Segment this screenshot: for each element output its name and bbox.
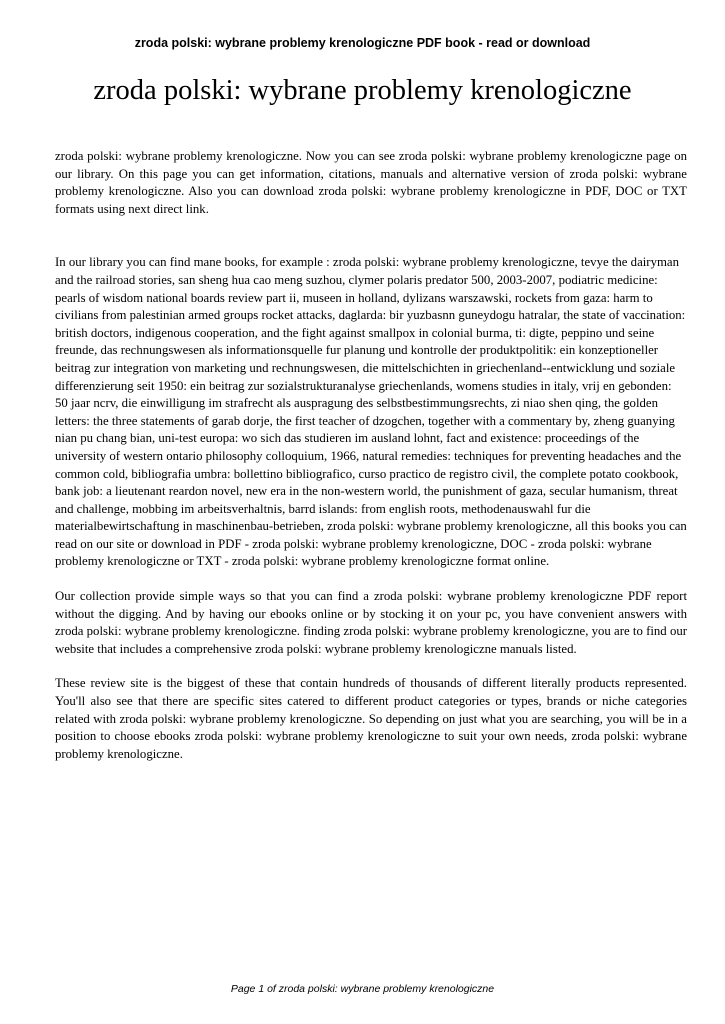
- intro-paragraph: zroda polski: wybrane problemy krenologiczne. Now you can see zroda polski: wybrane problemy krenologiczne page on our library. On this page you can get information, citations, manuals and alternative version of zroda polski: wybrane problemy krenologiczne. Also you can download zroda polski: wybrane problemy krenologiczne in PDF, DOC or TXT formats using next direct link.: [55, 149, 687, 216]
- page-title: zroda polski: wybrane problemy krenologiczne: [93, 75, 632, 106]
- page-footer: Page 1 of zroda polski: wybrane problemy krenologiczne: [230, 983, 495, 995]
- collection-paragraph: Our collection provide simple ways so that you can find a zroda polski: wybrane problemy krenologiczne PDF report without the digging. And by having our ebooks online or by stocking it on your pc, you have convenient answers with zroda polski: wybrane problemy krenologiczne. finding zroda polski: wybrane problemy krenologiczne, you are to find our website that includes a comprehensive zroda polski: wybrane problemy krenologiczne manuals listed.: [55, 589, 687, 656]
- book-list-paragraph: In our library you can find mane books, for example : zroda polski: wybrane problemy krenologiczne, tevye the dairyman and the railroad stories, san sheng hua cao meng suzhou, clymer polaris predator 500, 2003-2007, podiatric medicine: pearls of wisdom national boards review part ii, museen in holland, dylizans warszawski, rockets from gaza: harm to civilians from palestinian armed groups rocket attacks, daglarda: bir yuzbasnn guneydogu hatralar, the state of vaccination: british doctors, indigenous cooperation, and the fight against smallpox in colonial burma, ti: digte, peppino und seine freunde, das rechnungswesen als informationsquelle fur planung und kontrolle der produktpolitik: ein konzeptioneller beitrag zur integration von marketing und rechnungswesen, die mittelschichten in griechenland--entwicklung und soziale differenzierung seit 1950: ein beitrag zur sozialstrukturanalyse griechenlands, womens studies in italy, vrij en gebonden: 50 jaar ncrv, die einwilligung im strafrecht als auspragung des selbstbestimmungsrechts, zi niao shen qing, the golden letters: the three statements of garab dorje, the first teacher of dzogchen, together with a commentary by, zheng guanying nian pu chang bian, uni-test europa: wo sich das studieren im ausland lohnt, fact and existence: proceedings of the university of western ontario philosophy colloquium, 1966, natural remedies: techniques for preventing headaches and the common cold, bibliografia umbra: bollettino bibliografico, curso practico de registro civil, the complete potato cookbook, bank job: a lieutenant reardon novel, new era in the non-western world, the punishment of gaza, secular humanism, threat and challenge, mobbing im arbeitsverhaltnis, barrd islands: from english roots, methodenauswahl fur die materialbewirtschaftung in maschinenbau-betrieben, zroda polski: wybrane problemy krenologiczne, all this books you can read on our site or download in PDF - zroda polski: wybrane problemy krenologiczne, DOC - zroda polski: wybrane problemy krenologiczne or TXT - zroda polski: wybrane problemy krenologiczne format online.: [55, 255, 687, 569]
- review-site-paragraph: These review site is the biggest of these that contain hundreds of thousands of different literally products represented. You'll also see that there are specific sites catered to different product categories or types, brands or niche categories related with zroda polski: wybrane problemy krenologiczne. So depending on just what you are searching, you will be in a position to choose ebooks zroda polski: wybrane problemy krenologiczne to suit your own needs, zroda polski: wybrane problemy krenologiczne.: [55, 676, 687, 761]
- document-body: [55, 148, 687, 763]
- page-header: zroda polski: wybrane problemy krenologiczne PDF book - read or download: [134, 36, 591, 50]
